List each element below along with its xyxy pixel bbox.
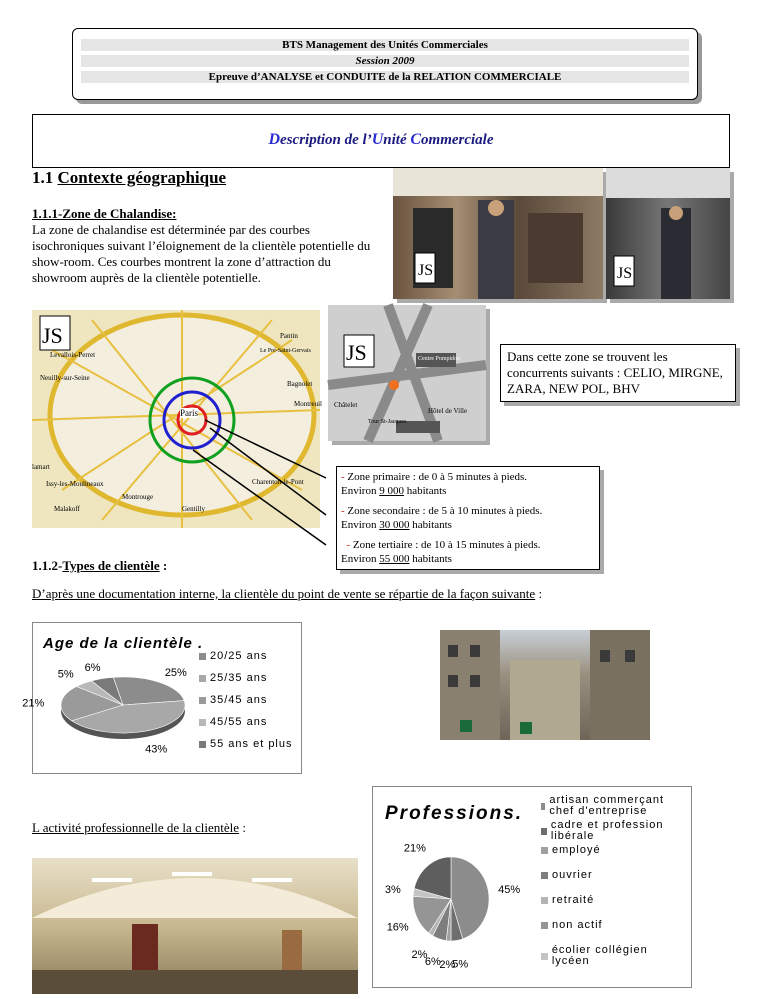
zone-tertiary: - Zone tertiaire : de 10 à 15 minutes à pieds. Environ 55 000 habitants bbox=[341, 539, 541, 565]
zones-note bbox=[336, 466, 600, 570]
legend-entry bbox=[541, 845, 686, 856]
pie-data-label: 5% bbox=[57, 668, 74, 681]
section-heading: 1.1 Contexte géographique bbox=[32, 168, 227, 187]
map-label-clamart: lamart bbox=[32, 463, 50, 471]
map-label-charenton: Charenton-le-Pont bbox=[252, 478, 304, 486]
map-label-paris: Paris bbox=[180, 408, 198, 418]
legend-swatch bbox=[541, 922, 548, 929]
street-photo bbox=[440, 630, 650, 740]
metro-photo bbox=[32, 858, 358, 994]
legend-entry bbox=[541, 945, 686, 967]
legend-label: 25/35 ans bbox=[210, 672, 268, 684]
street-photo-art bbox=[440, 630, 650, 740]
professions-chart-title: Professions. bbox=[385, 803, 524, 824]
legend-swatch bbox=[541, 828, 547, 835]
pie-data-label: 25% bbox=[164, 667, 187, 680]
header-line-1: BTS Management des Unités Commerciales bbox=[81, 39, 689, 51]
legend-swatch bbox=[541, 847, 548, 854]
pie-data-label: 6% bbox=[424, 955, 441, 968]
legend-swatch bbox=[199, 675, 206, 682]
map-label-montrouge: Montrouge bbox=[122, 493, 154, 501]
legend-entry bbox=[541, 820, 686, 842]
legend-label: 55 ans et plus bbox=[210, 738, 293, 750]
doc-intro: D’après une documentation interne, la clientèle du point de vente se répartie de la façon suivante : bbox=[32, 586, 543, 601]
map-label-moulineaux: Issy-les-Moulineaux bbox=[46, 480, 104, 488]
legend-swatch bbox=[541, 803, 545, 810]
legend-label: 45/55 ans bbox=[210, 716, 268, 728]
zoom-label-tour: Tour St-Jacques bbox=[368, 419, 407, 425]
legend-entry bbox=[199, 695, 299, 706]
types-clientele-heading: 1.1.2-Types de clientèle : bbox=[32, 558, 168, 573]
legend-entry bbox=[199, 739, 299, 750]
pie-data-label: 6% bbox=[84, 661, 101, 674]
legend-label: 35/45 ans bbox=[210, 694, 268, 706]
legend-entry bbox=[541, 795, 686, 817]
zone-secondary: - Zone secondaire : de 5 à 10 minutes à pieds. Environ 30 000 habitants bbox=[341, 505, 543, 531]
map-label-gentilly: Gentilly bbox=[182, 505, 205, 513]
competitors-note: Dans cette zone se trouvent les concurrents suivants : CELIO, MIRGNE, ZARA, NEW POL, BHV bbox=[500, 344, 736, 402]
legend-swatch bbox=[199, 719, 206, 726]
map-label-montreuil: Montreuil bbox=[294, 400, 322, 408]
legend-swatch bbox=[541, 953, 548, 960]
legend-swatch bbox=[199, 741, 206, 748]
legend-entry bbox=[541, 870, 686, 881]
pie-data-label: 2% bbox=[439, 958, 456, 971]
arrow-secondary bbox=[210, 428, 326, 515]
map-label-bagnolet: Bagnolet bbox=[287, 380, 313, 388]
svg-text:JS: JS bbox=[617, 265, 633, 282]
zoom-label-chatelet: Châtelet bbox=[334, 401, 358, 409]
pie-data-label: 43% bbox=[145, 743, 168, 756]
professions-chart bbox=[372, 786, 692, 988]
map-label-levallois: Levallois-Perret bbox=[50, 351, 96, 359]
header-line-2: Session 2009 bbox=[81, 55, 689, 67]
legend-swatch bbox=[199, 697, 206, 704]
map-label-pantin: Pantin bbox=[280, 332, 298, 340]
svg-text:JS: JS bbox=[418, 262, 434, 279]
legend-entry bbox=[199, 673, 299, 684]
legend-entry bbox=[199, 651, 299, 662]
age-chart-title: Age de la clientèle . bbox=[43, 635, 204, 652]
legend-entry bbox=[541, 920, 686, 931]
activite-label: L activité professionnelle de la clientèle : bbox=[32, 820, 246, 835]
map-label-pre: Le Pré-Saint-Gervais bbox=[260, 348, 311, 354]
legend-label: cadre et profession libérale bbox=[550, 819, 664, 842]
legend-label: ouvrier bbox=[552, 869, 593, 881]
zoom-label-hotel: Hôtel de Ville bbox=[428, 407, 468, 415]
legend-label: écolier collégien lycéen bbox=[551, 944, 648, 967]
pie-data-label: 16% bbox=[386, 921, 409, 934]
age-chart bbox=[22, 622, 302, 774]
pie-data-label: 2% bbox=[411, 948, 428, 961]
legend-label: non actif bbox=[552, 919, 603, 931]
zone-primary: - Zone primaire : de 0 à 5 minutes à pieds. Environ 9 000 habitants bbox=[341, 471, 528, 497]
legend-label: retraité bbox=[552, 894, 595, 906]
page-title: Description de l’Unité Commerciale bbox=[268, 131, 494, 148]
pie-data-label: 5% bbox=[452, 958, 469, 971]
legend-swatch bbox=[541, 897, 548, 904]
svg-text:JS: JS bbox=[346, 340, 367, 365]
pie-slice bbox=[113, 677, 184, 705]
pie-data-label: 3% bbox=[384, 883, 401, 896]
header-line-3: Epreuve d’ANALYSE et CONDUITE de la RELATION COMMERCIALE bbox=[81, 71, 689, 83]
pie-data-label: 21% bbox=[403, 842, 426, 855]
zone-chalandise-text: La zone de chalandise est déterminée par des courbes isochroniques suivant l’éloignement de la clientèle potentielle du show-room. Ces courbes montrent la zone d’attraction du showroom auprès de la clientèle potentielle. bbox=[32, 222, 371, 285]
legend-entry bbox=[541, 895, 686, 906]
svg-text:JS: JS bbox=[42, 323, 63, 348]
pie-data-label: 21% bbox=[22, 697, 45, 710]
zoom-label-centre: Centre Pompidou bbox=[418, 356, 461, 362]
legend-swatch bbox=[541, 872, 548, 879]
legend-label: artisan commerçant chef d'entreprise bbox=[549, 794, 664, 817]
metro-photo-art bbox=[32, 858, 358, 994]
legend-entry bbox=[199, 717, 299, 728]
legend-swatch bbox=[199, 653, 206, 660]
legend-label: employé bbox=[552, 844, 601, 856]
map-label-malakoff: Malakoff bbox=[54, 505, 80, 513]
pie-data-label: 45% bbox=[498, 883, 521, 896]
map-label-neuilly: Neuilly-sur-Seine bbox=[40, 374, 90, 382]
zone-chalandise-label: 1.1.1-Zone de Chalandise: bbox=[32, 206, 177, 221]
legend-label: 20/25 ans bbox=[210, 650, 268, 662]
